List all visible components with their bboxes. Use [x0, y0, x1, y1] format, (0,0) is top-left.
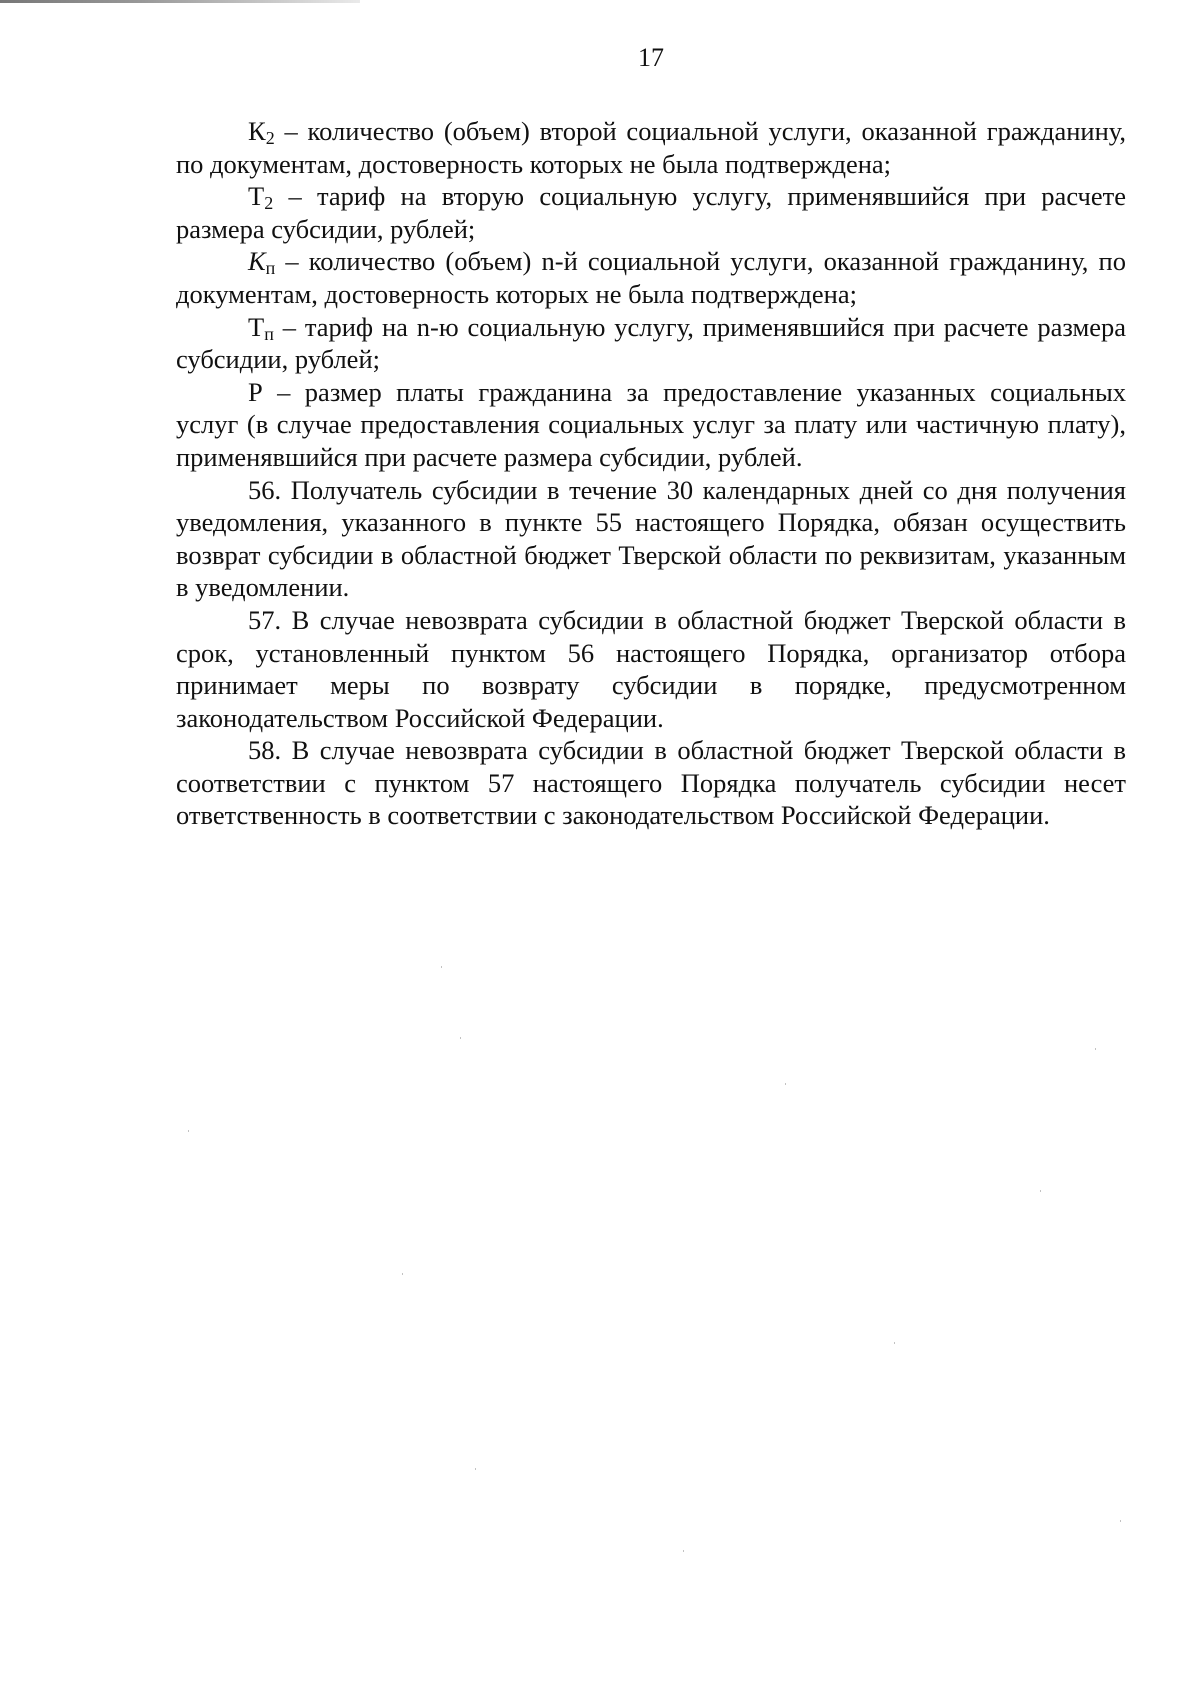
scan-edge-mark: [0, 0, 360, 3]
paragraph-text: – количество (объем) n-й социальной услуги, оказанной гражданину, по документам, достоверность которых не была подтверждена;: [176, 246, 1126, 309]
scan-speck: [402, 1273, 403, 1275]
paragraph-tn-definition: [176, 311, 1126, 376]
paragraph-text: – тариф на вторую социальную услугу, применявшийся при расчете размера субсидии, рублей;: [176, 181, 1126, 244]
scan-speck: [1095, 1048, 1096, 1050]
scan-speck: [475, 1468, 476, 1470]
variable-subscript: 2: [265, 127, 275, 148]
paragraph-58: 58. В случае невозврата субсидии в областной бюджет Тверской области в соответствии с пунктом 57 настоящего Порядка получатель субсидии несет ответственность в соответствии с законодательством Российской Федерации.: [176, 735, 1126, 831]
scan-speck: [1040, 1190, 1041, 1192]
variable-symbol: Т: [248, 181, 265, 212]
scan-speck: [894, 1342, 895, 1344]
scan-speck: [441, 966, 442, 968]
variable-subscript: п: [264, 323, 274, 344]
scan-speck: [460, 1037, 461, 1039]
paragraph-57: 57. В случае невозврата субсидии в областной бюджет Тверской области в срок, установленный пунктом 56 настоящего Порядка, организатор отбора принимает меры по возврату субсидии в порядке, предусмотренном законодательством Российской Федерации.: [176, 604, 1126, 733]
paragraph-56: 56. Получатель субсидии в течение 30 календарных дней со дня получения уведомления, указанного в пункте 55 настоящего Порядка, обязан осуществить возврат субсидии в областной бюджет Тверской области по реквизитам, указанным в уведомлении.: [176, 474, 1126, 603]
paragraph-p-definition: Р – размер платы гражданина за предоставление указанных социальных услуг (в случае предоставления социальных услуг за плату или частичную плату), применявшийся при расчете размера субсидии, рублей.: [176, 376, 1126, 472]
paragraph-k2-definition: [176, 115, 1126, 180]
paragraph-kn-definition: [176, 245, 1126, 310]
scan-speck: [1120, 1520, 1121, 1522]
paragraph-text: – количество (объем) второй социальной услуги, оказанной гражданину, по документам, достоверность которых не была подтверждена;: [176, 116, 1126, 179]
variable-symbol: Т: [248, 311, 265, 342]
page-number: 17: [638, 43, 664, 72]
scan-speck: [188, 1130, 189, 1132]
scan-speck: [683, 1550, 684, 1552]
document-body: [176, 115, 1126, 832]
variable-subscript: 2: [264, 193, 274, 214]
variable-symbol: К: [248, 116, 266, 146]
variable-symbol: К: [248, 246, 266, 277]
paragraph-text: – тариф на n-ю социальную услугу, применявшийся при расчете размера субсидии, рублей;: [176, 311, 1126, 375]
variable-subscript: п: [265, 258, 276, 279]
scan-speck: [785, 1083, 786, 1085]
paragraph-t2-definition: [176, 180, 1126, 245]
